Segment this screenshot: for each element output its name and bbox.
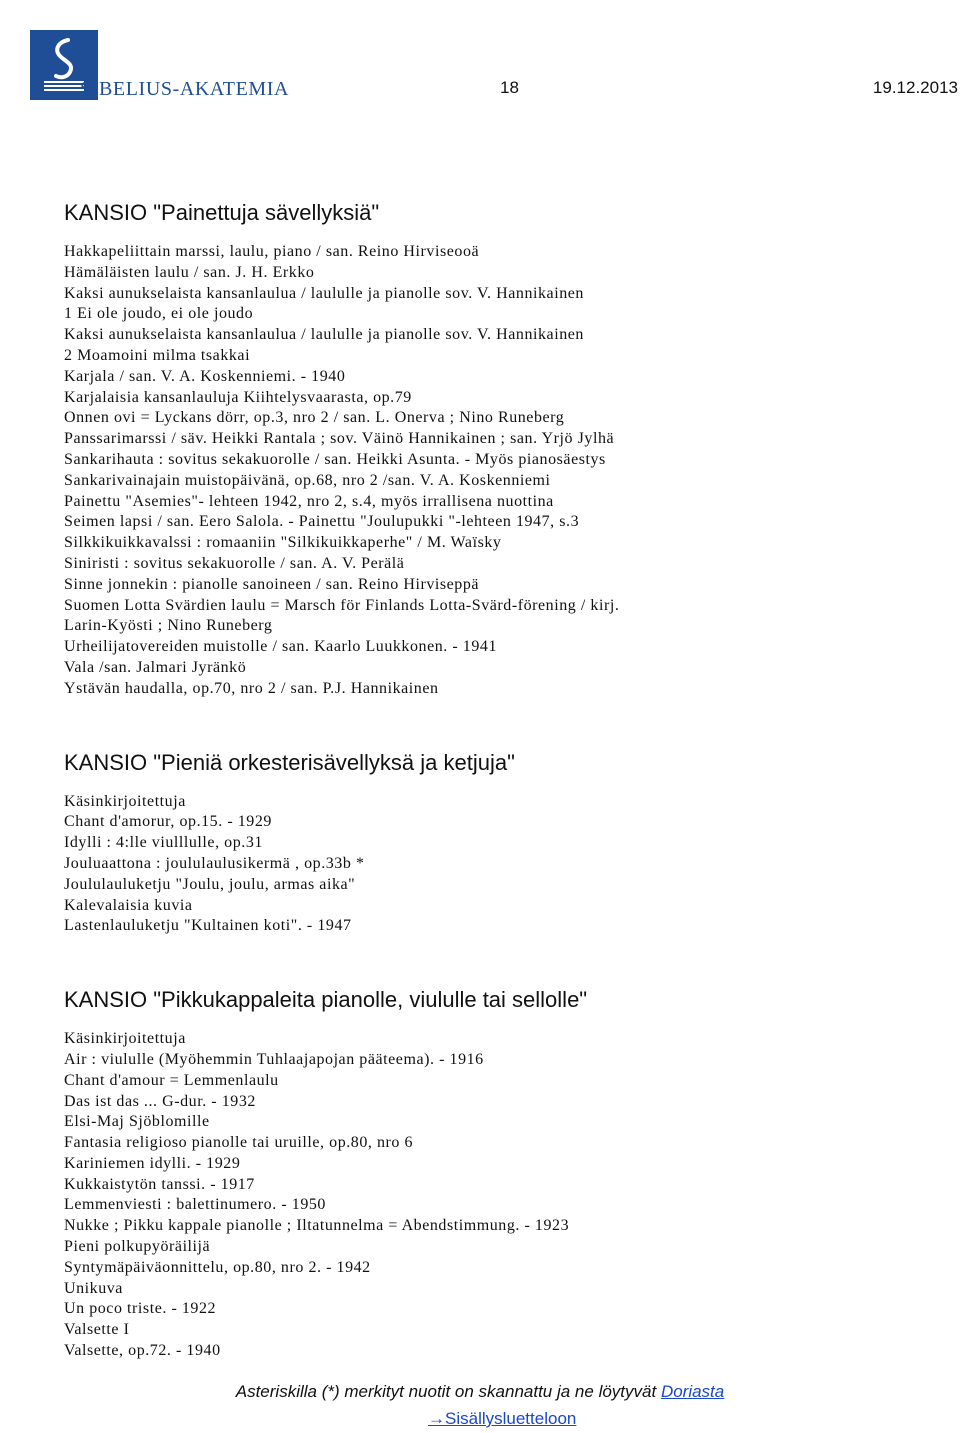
list-item: Jouluaattona : joululaulusikermä , op.33b *	[64, 854, 365, 872]
list-item: Sankarivainajain muistopäivänä, op.68, nro 2 /san. V. A. Koskenniemi	[64, 471, 551, 489]
section-title: KANSIO "Pieniä orkesterisävellyksä ja ketjuja"	[64, 749, 515, 775]
list-item: Siniristi : sovitus sekakuorolle / san. A. V. Perälä	[64, 554, 405, 572]
list-item: Hakkapeliittain marssi, laulu, piano / san. Reino Hirviseooä	[64, 243, 480, 260]
list-item: Painettu "Asemies"- lehteen 1942, nro 2, s.4, myös irrallisena nuottina	[64, 492, 554, 510]
list-item: Kalevalaisia kuvia	[64, 896, 193, 914]
section-title: KANSIO "Pikkukappaleita pianolle, viululle tai sellolle"	[64, 987, 588, 1013]
list-item: Un poco triste. - 1922	[64, 1300, 217, 1318]
list-item: Lemmenviesti : balettinumero. - 1950	[64, 1196, 326, 1214]
list-item: Urheilijatovereiden muistolle / san. Kaarlo Luukkonen. - 1941	[64, 638, 498, 656]
list-item: Sinne jonnekin : pianolle sanoineen / san. Reino Hirviseppä	[64, 575, 480, 593]
section-title: KANSIO "Painettuja sävellyksiä"	[64, 200, 380, 225]
list-item: Käsinkirjoitettuja	[64, 792, 186, 810]
page-header	[0, 0, 960, 120]
logo-wordmark: SIBELIUS-AKATEMIA	[80, 78, 290, 100]
list-item: Vala /san. Jalmari Jyränkö	[64, 658, 247, 676]
list-item: Ystävän haudalla, op.70, nro 2 / san. P.J. Hannikainen	[64, 679, 439, 697]
list-item: Suomen Lotta Svärdien laulu = Marsch för Finlands Lotta-Svärd-förening / kirj.	[64, 596, 620, 614]
list-item: Seimen lapsi / san. Eero Salola. - Painettu "Joulupukki "-lehteen 1947, s.3	[64, 513, 580, 531]
list-item: Valsette I	[64, 1321, 130, 1339]
list-item: Pieni polkupyöräilijä	[64, 1238, 211, 1256]
list-item: Chant d'amorur, op.15. - 1929	[64, 813, 272, 831]
section-pikkukappaleita	[64, 983, 944, 1362]
list-item: Fantasia religioso pianolle tai uruille, op.80, nro 6	[64, 1134, 414, 1152]
list-item: Käsinkirjoitettuja	[64, 1030, 186, 1048]
footer-note	[0, 1382, 960, 1402]
list-item: Lastenlauluketju "Kultainen koti". - 1947	[64, 917, 352, 935]
list-item: Elsi-Maj Sjöblomille	[64, 1113, 210, 1131]
list-item: Nukke ; Pikku kappale pianolle ; Iltatunnelma = Abendstimmung. - 1923	[64, 1217, 570, 1235]
section-orkesteri	[64, 746, 944, 938]
list-item: Valsette, op.72. - 1940	[64, 1342, 221, 1360]
list-item: Silkkikuikkavalssi : romaaniin "Silkikuikkaperhe" / M. Waïsky	[64, 534, 502, 552]
list-item: Das ist das ... G-dur. - 1932	[64, 1092, 256, 1110]
list-item: Karjala / san. V. A. Koskenniemi. - 1940	[64, 367, 346, 385]
entry-list	[64, 792, 944, 938]
entry-list	[64, 242, 944, 700]
list-item: Syntymäpäiväonnittelu, op.80, nro 2. - 1942	[64, 1258, 371, 1276]
list-item: Larin-Kyösti ; Nino Runeberg	[64, 617, 273, 635]
entry-list	[64, 1029, 944, 1362]
list-item: 1 Ei ole joudo, ei ole joudo	[64, 305, 254, 323]
list-item: Kaksi aunukselaista kansanlaulua / laululle ja pianolle sov. V. Hannikainen	[64, 326, 584, 344]
list-item: Hämäläisten laulu / san. J. H. Erkko	[64, 263, 315, 281]
list-item: Kukkaistytön tanssi. - 1917	[64, 1175, 255, 1193]
list-item: Karjalaisia kansanlauluja Kiihtelysvaarasta, op.79	[64, 388, 412, 406]
list-item: Sankarihauta : sovitus sekakuorolle / san. Heikki Asunta. - Myös pianosäestys	[64, 450, 606, 468]
list-item: Onnen ovi = Lyckans dörr, op.3, nro 2 / san. L. Onerva ; Nino Runeberg	[64, 409, 565, 427]
list-item: Idylli : 4:lle viulllulle, op.31	[64, 834, 263, 852]
list-item: Unikuva	[64, 1279, 123, 1297]
page-date: 19.12.2013	[872, 78, 958, 97]
list-item: Kariniemen idylli. - 1929	[64, 1154, 241, 1172]
doria-link[interactable]: Doriasta	[660, 1382, 725, 1401]
list-item: Kaksi aunukselaista kansanlaulua / laululle ja pianolle sov. V. Hannikainen	[64, 284, 584, 302]
list-item: Chant d'amour = Lemmenlaulu	[64, 1071, 279, 1089]
footer-note-text: Asteriskilla (*) merkityt nuotit on skannattu ja ne löytyvät	[235, 1382, 661, 1401]
list-item: Air : viululle (Myöhemmin Tuhlaajapojan pääteema). - 1916	[64, 1050, 484, 1068]
section-painettuja	[64, 196, 944, 700]
toc-link[interactable]: →Sisällysluetteloon	[428, 1409, 577, 1428]
list-item: 2 Moamoini milma tsakkai	[64, 346, 251, 364]
list-item: Joululauluketju "Joulu, joulu, armas aika"	[64, 875, 356, 893]
page-number: 18	[500, 78, 519, 97]
list-item: Panssarimarssi / säv. Heikki Rantala ; sov. Väinö Hannikainen ; san. Yrjö Jylhä	[64, 430, 615, 448]
document-body	[64, 196, 944, 1362]
